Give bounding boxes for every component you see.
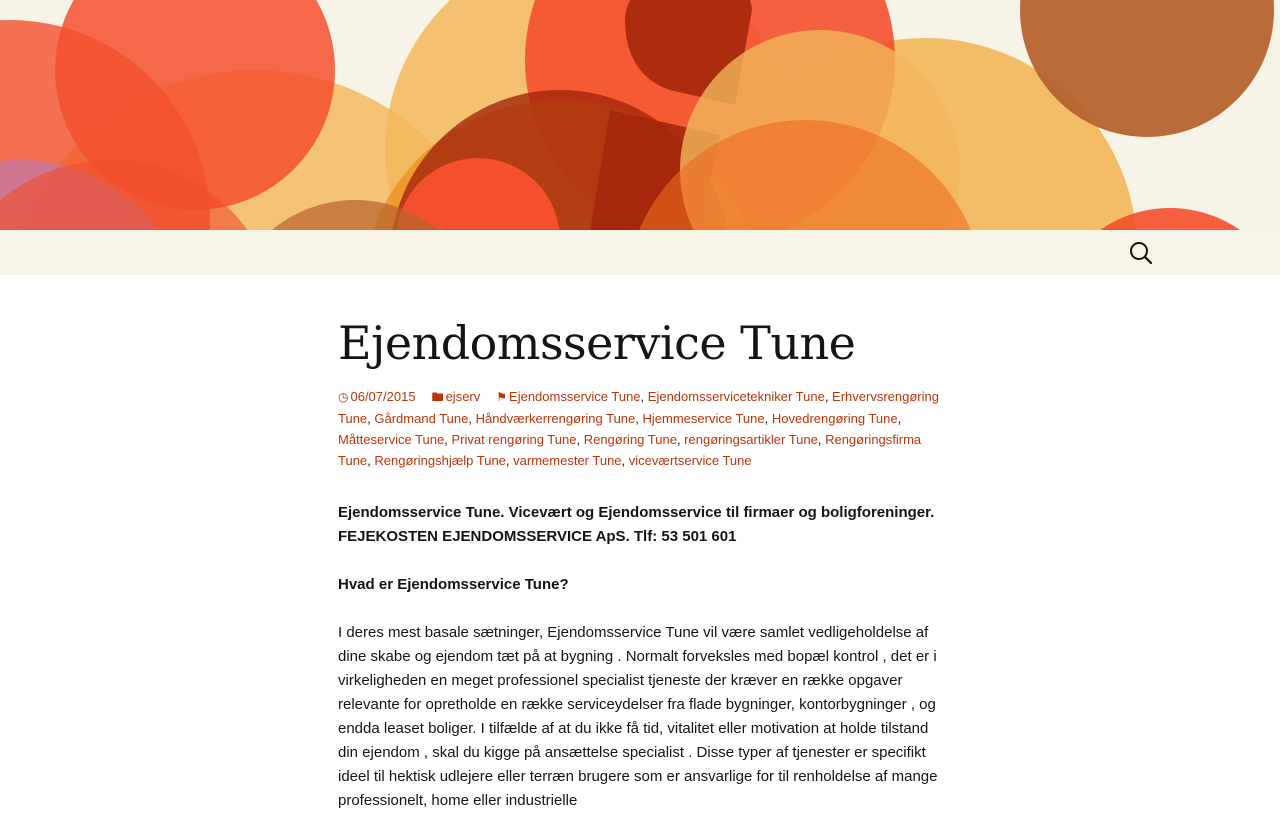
clock-icon: ◷ bbox=[338, 390, 349, 404]
page-title: Ejendomsservice Tune bbox=[338, 316, 856, 370]
search-button[interactable] bbox=[1126, 238, 1156, 268]
tag-link[interactable]: Rengøringshjælp Tune bbox=[374, 453, 506, 468]
tag-icon: ⚑ bbox=[496, 390, 508, 404]
tag-link[interactable]: Privat rengøring Tune bbox=[451, 432, 577, 447]
navbar bbox=[0, 230, 1280, 275]
tag-link[interactable]: Rengøringsfirma Tune bbox=[338, 432, 922, 468]
tag-link[interactable]: Hovedrengøring Tune bbox=[771, 411, 898, 426]
folder-icon: 🖿 bbox=[431, 390, 444, 404]
tag-link[interactable]: Rengøring Tune bbox=[583, 432, 677, 447]
question-paragraph bbox=[338, 573, 942, 597]
header-banner[interactable] bbox=[0, 0, 1280, 230]
body-paragraph: I deres mest basale sætninger, Ejendomsservice Tune vil være samlet vedligeholdelse af dine skabe og ejendom tæt på at bygning . Normalt forveksles med bopæl kontrol , det er i virkeligheden en meget professionel specialist tjeneste der kræver en række opgaver relevante for opretholde en række serviceydelser fra flade bygninger, kontorbygninger , og endda leaset boliger. I tilfælde af at du ikke få tid, vitalitet eller motivation at holde tilstand din ejendom , skal du kigge på ansættelse specialist . Disse typer af tjenester er specifikt ideel til hektisk udlejere eller terræn brugere som er ansvarlige for til renholdelse af mange professionelt, home eller industrielle bbox=[338, 624, 938, 809]
tag-link[interactable]: Ejendomsservice Tune bbox=[509, 389, 641, 404]
post-content-area bbox=[338, 300, 942, 837]
tag-link[interactable]: Gårdmand Tune bbox=[374, 411, 469, 426]
post-date[interactable] bbox=[338, 389, 416, 404]
post-tags: ⚑ Ejendomsservice Tune, Ejendomsservicetekniker Tune, Erhvervsrengøring Tune, Gårdmand Tune, Håndværkerrengøring Tune, Hjemmeservice Tune, Hovedrengøring Tune, Måtteservice Tune, Privat rengøring Tune, Rengøring Tune, rengøringsartikler Tune, Rengøringsfirma Tune, Rengøringshjælp Tune, varmemester Tune, viceværtservice Tune bbox=[338, 389, 939, 468]
tag-link[interactable]: rengøringsartikler Tune bbox=[684, 432, 818, 447]
tag-link[interactable]: Håndværkerrengøring Tune bbox=[475, 411, 636, 426]
post-category[interactable] bbox=[432, 389, 481, 404]
post-category-link[interactable]: ejserv bbox=[445, 389, 481, 404]
tag-link[interactable]: Måtteservice Tune bbox=[338, 432, 445, 447]
tag-link[interactable]: Erhvervsrengøring Tune bbox=[338, 389, 939, 426]
intro-bold-text: Ejendomsservice Tune. Vicevært og Ejendomsservice til firmaer og boligforeninger. FEJEKOSTEN EJENDOMSSERVICE ApS. Tlf: 53 501 601 bbox=[338, 504, 935, 545]
intro-paragraph bbox=[338, 501, 942, 549]
header-circles-image bbox=[0, 0, 1280, 230]
post-date-link[interactable]: 06/07/2015 bbox=[350, 389, 416, 404]
entry-meta bbox=[338, 386, 942, 471]
tag-link[interactable]: viceværtservice Tune bbox=[628, 453, 752, 468]
tag-link[interactable]: Hjemmeservice Tune bbox=[642, 411, 765, 426]
question-heading: Hvad er Ejendomsservice Tune? bbox=[338, 576, 569, 593]
tag-link[interactable]: varmemester Tune bbox=[513, 453, 622, 468]
entry-content bbox=[338, 501, 942, 813]
tag-link[interactable]: Ejendomsservicetekniker Tune bbox=[647, 389, 825, 404]
search-icon bbox=[1126, 238, 1156, 268]
